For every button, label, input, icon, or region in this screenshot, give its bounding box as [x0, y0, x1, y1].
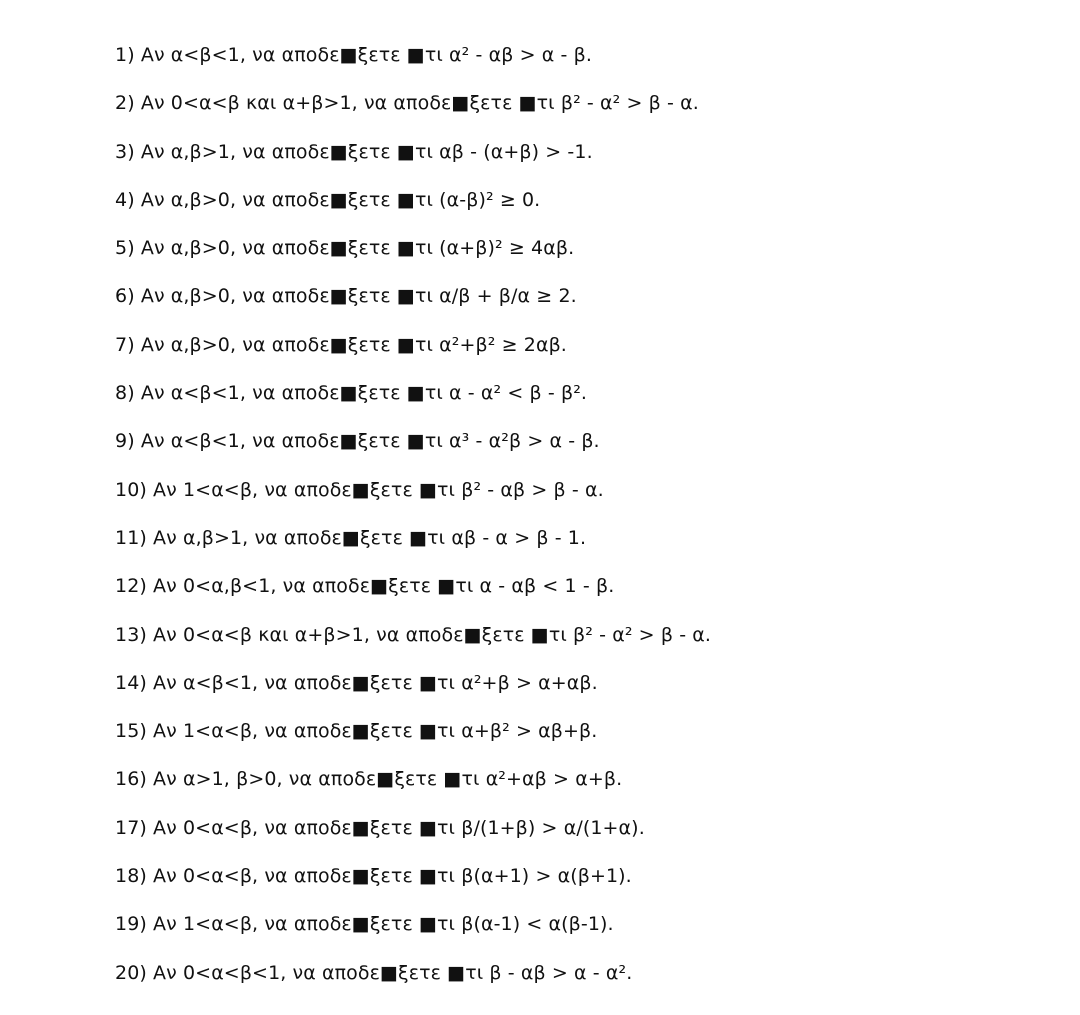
problem-item-13: 13) Αν 0<α<β και α+β>1, να αποδε■ξετε ■τι β² - α² > β - α. [115, 623, 712, 646]
problem-item-11: 11) Αν α,β>1, να αποδε■ξετε ■τι αβ - α > β - 1. [115, 526, 587, 549]
problem-item-1: 1) Αν α<β<1, να αποδε■ξετε ■τι α² - αβ > α - β. [115, 44, 592, 66]
problem-item-20: 20) Αν 0<α<β<1, να αποδε■ξετε ■τι β - αβ > α - α². [115, 961, 633, 984]
problem-item-8: 8) Αν α<β<1, να αποδε■ξετε ■τι α - α² < β - β². [115, 382, 588, 405]
problem-item-6: 6) Αν α,β>0, να αποδε■ξετε ■τι α/β + β/α ≥ 2. [115, 285, 577, 308]
problem-item-16: 16) Αν α>1, β>0, να αποδε■ξετε ■τι α²+αβ > α+β. [115, 768, 623, 791]
problem-item-3: 3) Αν α,β>1, να αποδε■ξετε ■τι αβ - (α+β) > -1. [115, 140, 593, 163]
problem-item-15: 15) Αν 1<α<β, να αποδε■ξετε ■τι α+β² > αβ+β. [115, 720, 598, 743]
problem-item-12: 12) Αν 0<α,β<1, να αποδε■ξετε ■τι α - αβ < 1 - β. [115, 575, 615, 598]
problem-item-18: 18) Αν 0<α<β, να αποδε■ξετε ■τι β(α+1) > α(β+1). [115, 865, 632, 888]
problem-list [115, 38, 711, 1004]
problem-item-5: 5) Αν α,β>0, να αποδε■ξετε ■τι (α+β)² ≥ 4αβ. [115, 237, 575, 260]
problem-item-14: 14) Αν α<β<1, να αποδε■ξετε ■τι α²+β > α+αβ. [115, 671, 598, 694]
problem-item-10: 10) Αν 1<α<β, να αποδε■ξετε ■τι β² - αβ > β - α. [115, 478, 604, 501]
problem-item-2: 2) Αν 0<α<β και α+β>1, να αποδε■ξετε ■τι β² - α² > β - α. [115, 92, 699, 115]
problem-item-7: 7) Αν α,β>0, να αποδε■ξετε ■τι α²+β² ≥ 2αβ. [115, 333, 567, 356]
problem-item-4: 4) Αν α,β>0, να αποδε■ξετε ■τι (α-β)² ≥ 0. [115, 188, 541, 211]
problem-item-19: 19) Αν 1<α<β, να αποδε■ξετε ■τι β(α-1) < α(β-1). [115, 913, 614, 936]
problem-item-9: 9) Αν α<β<1, να αποδε■ξετε ■τι α³ - α²β > α - β. [115, 430, 600, 453]
problem-item-17: 17) Αν 0<α<β, να αποδε■ξετε ■τι β/(1+β) > α/(1+α). [115, 816, 645, 839]
